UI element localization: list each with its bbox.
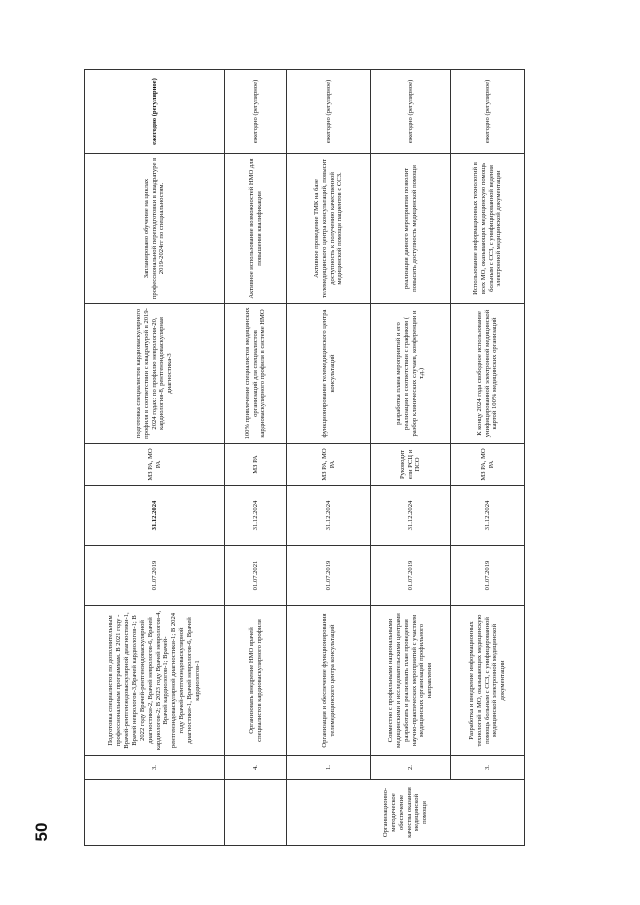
row-number: 2. <box>371 756 451 780</box>
task-cell: Подготовка специалистов по дополнительным профессиональным программам. В 2021 году - Врачей-рентгенэндоваскулярной диагностики-1, Врачей неврологов-3,Врачей кардиологов-1; В 2022 году Врачей-рентгенэндоваскулярной диагностики-2, Врачей неврологов-6, Врачей кардиологов-2; В 2023 году Врачей неврологов-4, Врачей кардиологов-1; Врачей-рентгенэндоваскулярной диагностики-1; В 2024 году Врачей-рентгенэндоваскулярной диагностики-1, Врачей неврологов-6, Врачей кардиологов-1 <box>85 606 225 756</box>
section-cell: Организационно-методическое обеспечение качества оказания медицинской помощи <box>287 780 525 846</box>
responsible-cell: МЗ РА, МО РА <box>85 444 225 486</box>
end-date: 31.12.2024 <box>85 486 225 546</box>
result-cell: функционирование телемедицинского центра консультаций <box>287 304 371 444</box>
end-date: 31.12.2024 <box>287 486 371 546</box>
start-date: 01.07.2019 <box>85 546 225 606</box>
end-date: 31.12.2024 <box>371 486 451 546</box>
indicator-cell: реализация данного мероприятия позволит повысить доступность медицинской помощи <box>371 154 451 304</box>
period-cell: ежегодно (регулярное) <box>371 70 451 154</box>
responsible-cell: Руководит ели РСЦ и ПСО <box>371 444 451 486</box>
section-cell <box>225 780 287 846</box>
start-date: 01.07.2019 <box>451 546 525 606</box>
row-number: 4. <box>225 756 287 780</box>
start-date: 01.07.2019 <box>371 546 451 606</box>
indicator-cell: Использование информационных технологий в всех МО, оказывающих медицинскую помощь больным с ССЗ, с унифицированной ведения электронной медицинской документации <box>451 154 525 304</box>
row-number: 3. <box>451 756 525 780</box>
responsible-cell: МЗ РА, МО РА <box>287 444 371 486</box>
period-cell: ежегодно (регулярное) <box>225 70 287 154</box>
responsible-cell: МЗ РА <box>225 444 287 486</box>
action-plan-table <box>84 69 525 846</box>
table-row <box>371 70 451 846</box>
task-cell: Организовать внедрение НМО врачей специалистов кардиоваскулярного профиля <box>225 606 287 756</box>
page-number: 50 <box>32 822 51 842</box>
table-row <box>451 70 525 846</box>
indicator-cell: Запланировано обучение на циклах профессиональной переподготовки в квадратуре в 2019-2024гг по специальностям. <box>85 154 225 304</box>
start-date: 01.07.2019 <box>287 546 371 606</box>
end-date: 31.12.2024 <box>225 486 287 546</box>
result-cell: К концу 2024 года свободное использование унифицированной электронной медицинской картой 100% медицинских организаций <box>451 304 525 444</box>
period-cell: ежегодно (регулярное) <box>85 70 225 154</box>
row-number: 1. <box>287 756 371 780</box>
result-cell: 100% привлечение специалистов медицинских организаций для специалистов кардиоваскулярного профиля в системе НМО <box>225 304 287 444</box>
start-date: 01.07.2021 <box>225 546 287 606</box>
rotated-table-container <box>84 70 524 846</box>
task-cell: Совместно с профильными национальными медицинскими и исследовательскими центрами разработать и реализовать план проведения научно-практических мероприятий с участием медицинских организаций профильного направления <box>371 606 451 756</box>
end-date: 31.12.2024 <box>451 486 525 546</box>
task-cell: Разработка и внедрение информационных технологий в МО, оказывающих медицинскую помощь больным с ССЗ, с унифицированной медицинской электронной медицинской документации <box>451 606 525 756</box>
task-cell: Организация и обеспечение функционирования телемедицинского центра консультаций <box>287 606 371 756</box>
period-cell: ежегодно (регулярное) <box>287 70 371 154</box>
table-row <box>225 70 287 846</box>
result-cell: разработка плана мероприятий и его реализации в соответствии с графиком ( разбор клинических случаев, конференции и т.д.) <box>371 304 451 444</box>
table-row <box>287 70 371 846</box>
section-cell <box>85 780 225 846</box>
period-cell: ежегодно (регулярное) <box>451 70 525 154</box>
responsible-cell: МЗ РА, МО РА <box>451 444 525 486</box>
table-row <box>85 70 225 846</box>
indicator-cell: Активное использование возможностей НМО для повышения квалификации <box>225 154 287 304</box>
row-number: 3. <box>85 756 225 780</box>
indicator-cell: Активное проведение ТМК на базе телемедицинского центра консультаций, повысит доступность к получению качественной медицинской помощи пациентов с ССЗ. <box>287 154 371 304</box>
result-cell: подготовка специалистов кардиоваскулярного профиля в соответствии с квадратурой в 2019-2024 годах: по профилю неврология-20, кардиология-8, рентгенэндоваскулярная диагностика-3 <box>85 304 225 444</box>
